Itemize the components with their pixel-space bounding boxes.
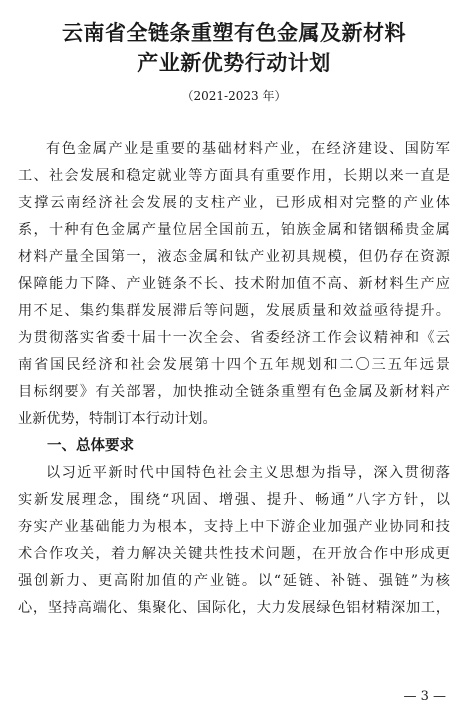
intro-line: 目标纲要》有关部署，加快推动全链条重塑有色金属及新材料产 (18, 384, 450, 400)
intro-line: 用不足、集约集群发展滞后等问题，发展质量和效益亟待提升。 (18, 303, 450, 319)
intro-line: 支撑云南经济社会发展的支柱产业，已形成相对完整的产业体 (18, 195, 450, 211)
intro-line: 为贯彻落实省委十届十一次全会、省委经济工作会议精神和《云 (18, 330, 450, 346)
document-title-line-2: 产业新优势行动计划 (137, 51, 331, 75)
section-1-line: 术合作攻关，着力解决关键共性技术问题，在开放合作中形成更 (18, 546, 450, 562)
intro-line: 工、社会发展和稳定就业等方面具有重要作用，长期以来一直是 (18, 168, 450, 184)
section-heading: 一、总体要求 (47, 438, 134, 454)
intro-line: 系，十种有色金属产量位居全国前五，铂族金属和锗铟稀贵金属 (18, 222, 450, 238)
page-number: — 3 — (403, 689, 446, 704)
intro-line: 保障能力下降、产业链条不长、技术附加值不高、新材料生产应 (18, 276, 450, 292)
intro-line: 材料产量全国第一，液态金属和钛产业初具规模，但仍存在资源 (18, 249, 450, 265)
section-1-line: 强创新力、更高附加值的产业链。以“延链、补链、强链”为核 (18, 573, 450, 589)
section-1-line: 实新发展理念，围绕“巩固、增强、提升、畅通”八字方针，以 (18, 492, 450, 508)
document-title-line-1: 云南省全链条重塑有色金属及新材料 (62, 21, 406, 45)
intro-line: 有色金属产业是重要的基础材料产业，在经济建设、国防军 (46, 141, 450, 157)
section-1-line: 以习近平新时代中国特色社会主义思想为指导，深入贯彻落 (46, 465, 450, 481)
section-1-line: 心，坚持高端化、集聚化、国际化，大力发展绿色铝材精深加工， (18, 600, 450, 616)
document-subtitle: （2021-2023 年） (181, 89, 287, 103)
intro-line: 业新优势，特制订本行动计划。 (18, 411, 217, 427)
intro-line: 南省国民经济和社会发展第十四个五年规划和二〇三五年远景 (18, 357, 450, 373)
section-1-line: 夯实产业基础能力为根本，支持上中下游企业加强产业协同和技 (18, 519, 450, 535)
